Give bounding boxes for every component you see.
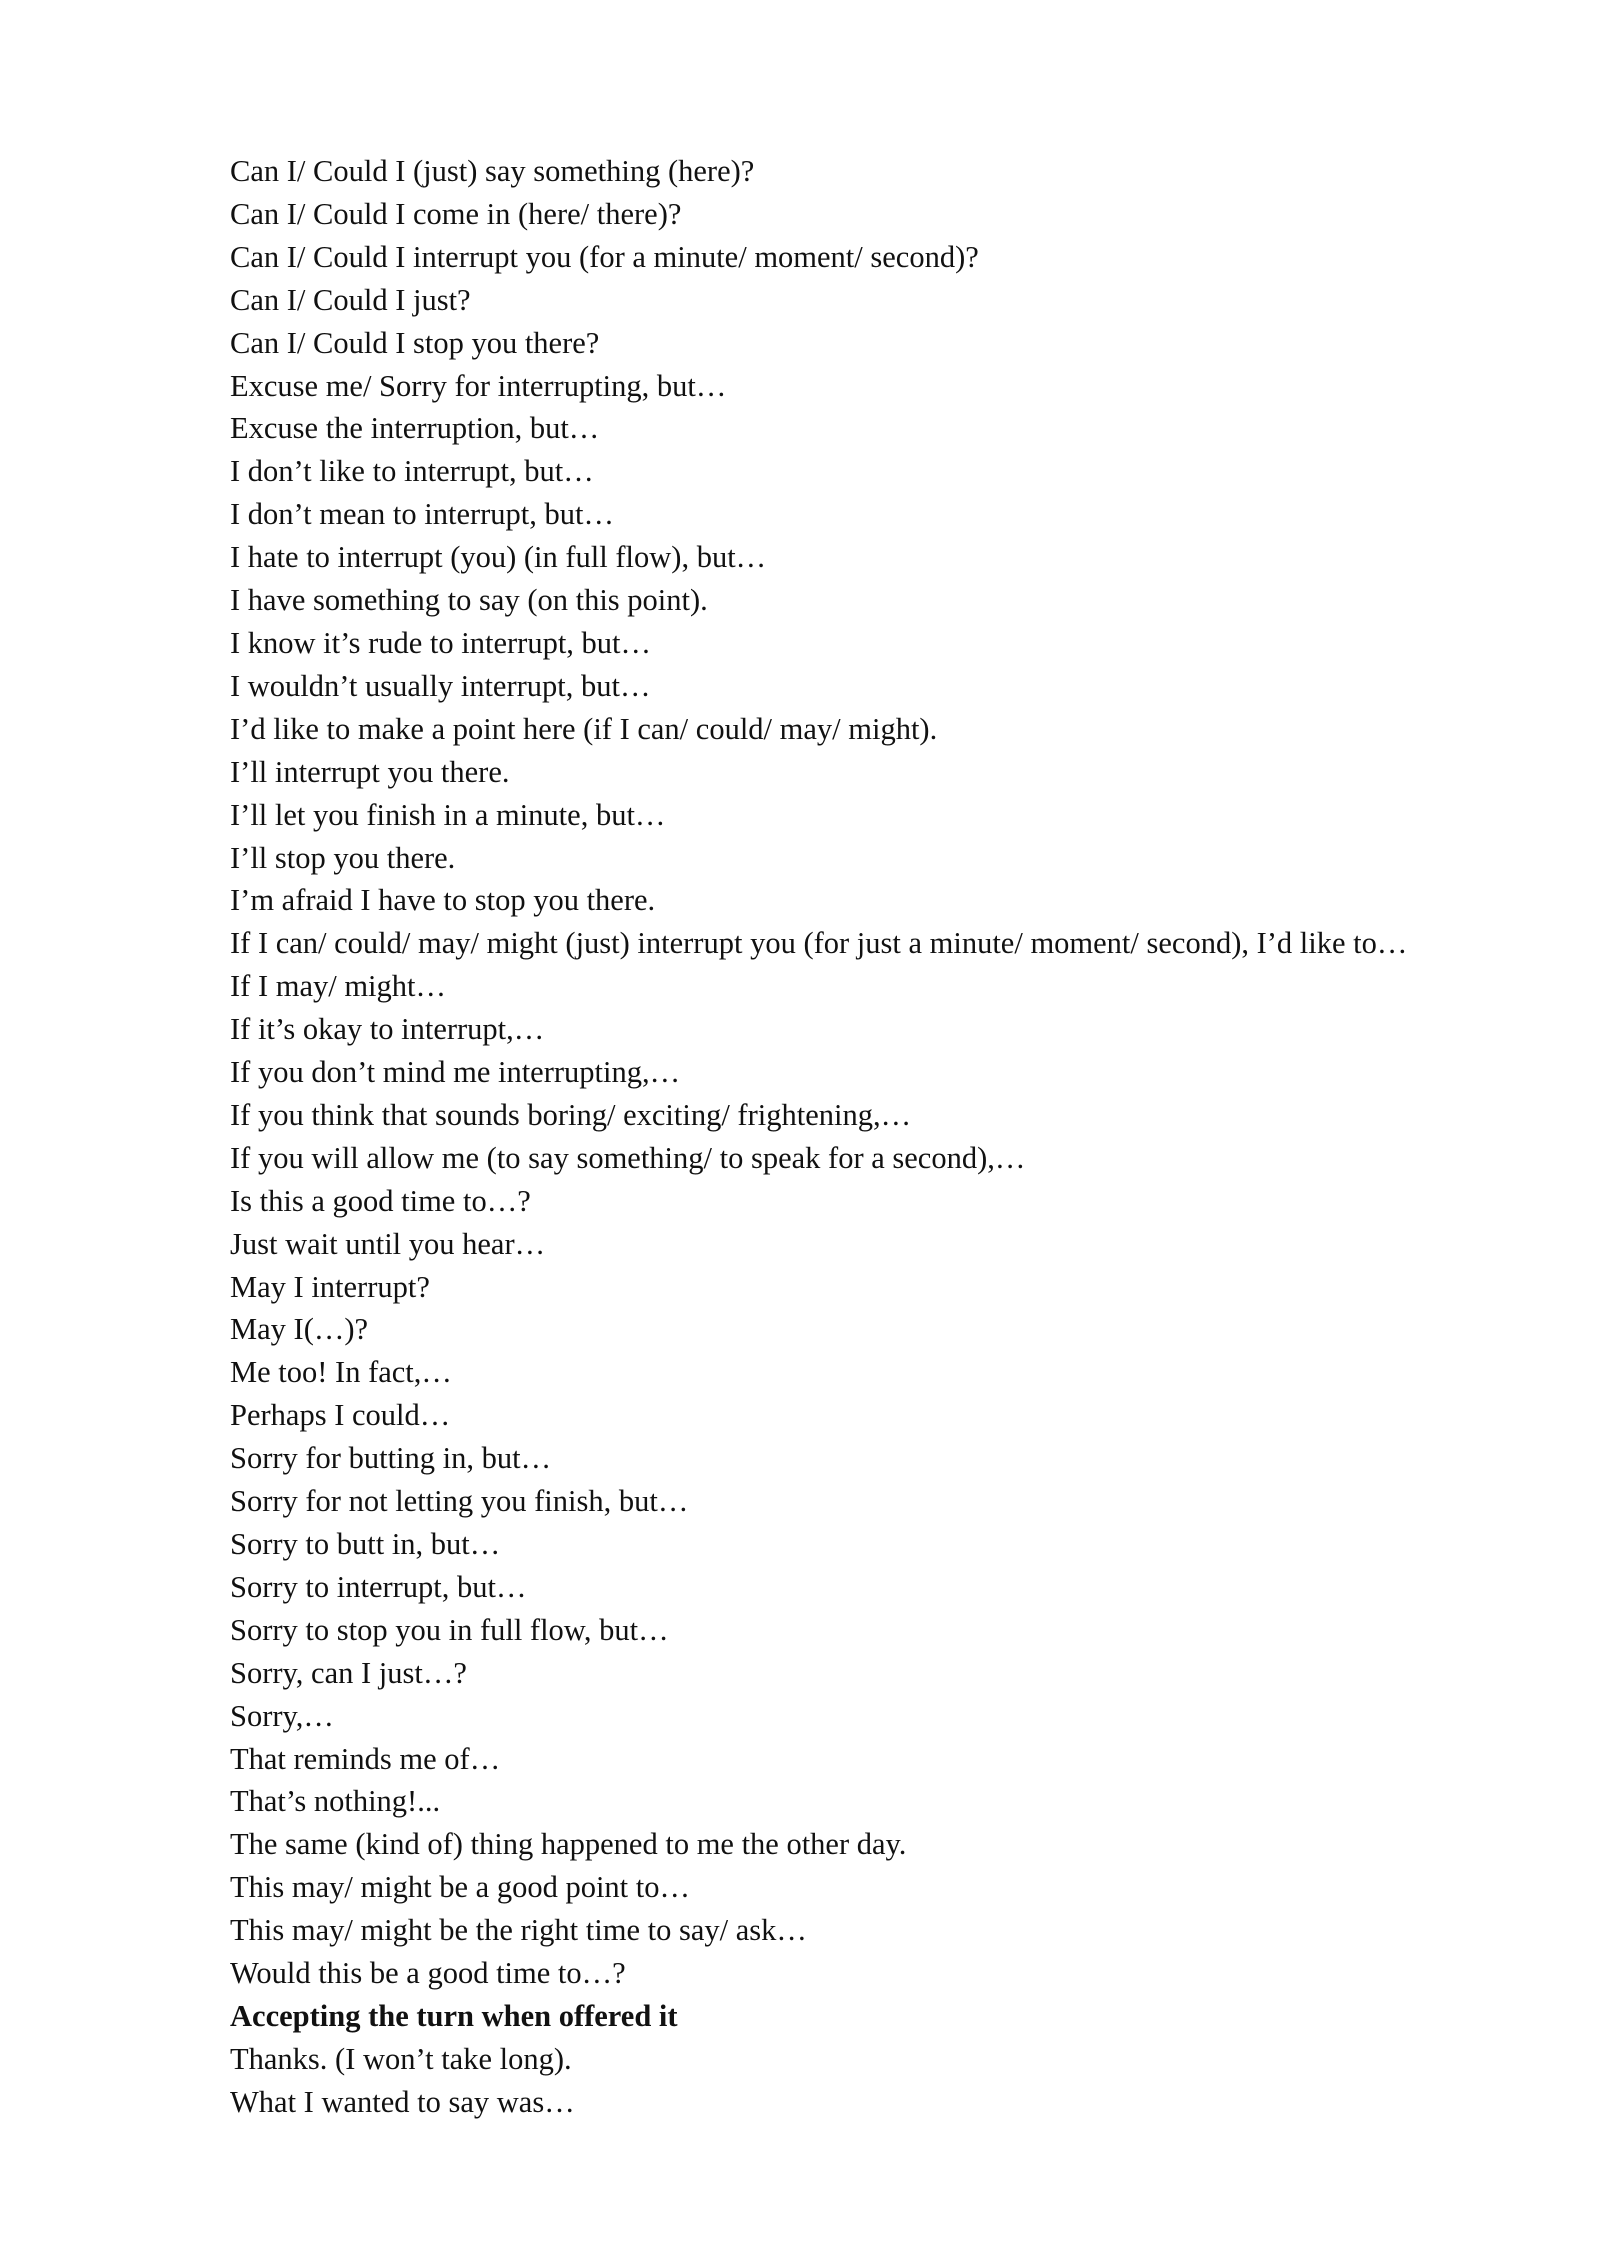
phrase-line: I’ll interrupt you there.	[230, 754, 510, 789]
phrase-line: Just wait until you hear…	[230, 1226, 546, 1261]
phrase-line: I know it’s rude to interrupt, but…	[230, 625, 652, 660]
phrase-line: Excuse the interruption, but…	[230, 411, 600, 446]
phrase-line: This may/ might be the right time to say/ ask…	[230, 1913, 807, 1948]
phrase-line: If it’s okay to interrupt,…	[230, 1012, 545, 1047]
phrase-line: I wouldn’t usually interrupt, but…	[230, 668, 651, 703]
section-heading: Accepting the turn when offered it	[230, 1998, 678, 2033]
phrase-line: I hate to interrupt (you) (in full flow), but…	[230, 540, 767, 575]
phrase-line: Can I/ Could I just?	[230, 282, 471, 317]
phrase-line: Sorry for not letting you finish, but…	[230, 1484, 689, 1519]
phrase-line: Sorry for butting in, but…	[230, 1441, 552, 1476]
phrase-line: Thanks. (I won’t take long).	[230, 2041, 572, 2076]
phrase-line: I don’t mean to interrupt, but…	[230, 497, 615, 532]
phrase-line: That’s nothing!...	[230, 1784, 441, 1819]
phrase-line: May I(…)?	[230, 1312, 369, 1347]
phrase-line: Can I/ Could I (just) say something (here)?	[230, 154, 755, 188]
phrase-line: Sorry to stop you in full flow, but…	[230, 1612, 669, 1647]
phrase-line: I’m afraid I have to stop you there.	[230, 883, 656, 918]
phrase-line: That reminds me of…	[230, 1741, 501, 1776]
phrase-line: If you think that sounds boring/ exciting/ frightening,…	[230, 1097, 912, 1132]
phrase-line: If I may/ might…	[230, 969, 447, 1004]
phrase-line: Would this be a good time to…?	[230, 1956, 626, 1991]
phrase-line: If I can/ could/ may/ might (just) interrupt you (for just a minute/ moment/ second), I’d like to…	[230, 926, 1408, 961]
phrase-line: This may/ might be a good point to…	[230, 1870, 691, 1905]
phrase-line: I’ll let you finish in a minute, but…	[230, 797, 666, 832]
phrase-line: The same (kind of) thing happened to me the other day.	[230, 1827, 907, 1862]
phrase-line: Excuse me/ Sorry for interrupting, but…	[230, 368, 727, 403]
phrase-line: May I interrupt?	[230, 1269, 430, 1304]
phrase-line: Sorry, can I just…?	[230, 1655, 467, 1690]
phrase-list	[230, 150, 1550, 2124]
phrase-line: If you will allow me (to say something/ to speak for a second),…	[230, 1140, 1026, 1175]
phrase-line: Perhaps I could…	[230, 1398, 451, 1433]
phrase-line: I don’t like to interrupt, but…	[230, 454, 594, 489]
phrase-line: Me too! In fact,…	[230, 1355, 452, 1390]
phrase-line: Is this a good time to…?	[230, 1183, 531, 1218]
phrase-line: Sorry to interrupt, but…	[230, 1569, 527, 1604]
phrase-line: Sorry to butt in, but…	[230, 1527, 501, 1561]
phrase-line: Can I/ Could I come in (here/ there)?	[230, 196, 682, 231]
phrase-line: Can I/ Could I stop you there?	[230, 325, 600, 360]
phrase-line: Can I/ Could I interrupt you (for a minute/ moment/ second)?	[230, 239, 979, 274]
phrase-line: Sorry,…	[230, 1698, 334, 1733]
phrase-line: I’ll stop you there.	[230, 840, 456, 875]
phrase-line: I’d like to make a point here (if I can/ could/ may/ might).	[230, 711, 938, 746]
phrase-line: If you don’t mind me interrupting,…	[230, 1055, 681, 1090]
phrase-line: I have something to say (on this point).	[230, 583, 708, 618]
phrase-line: What I wanted to say was…	[230, 2084, 575, 2119]
